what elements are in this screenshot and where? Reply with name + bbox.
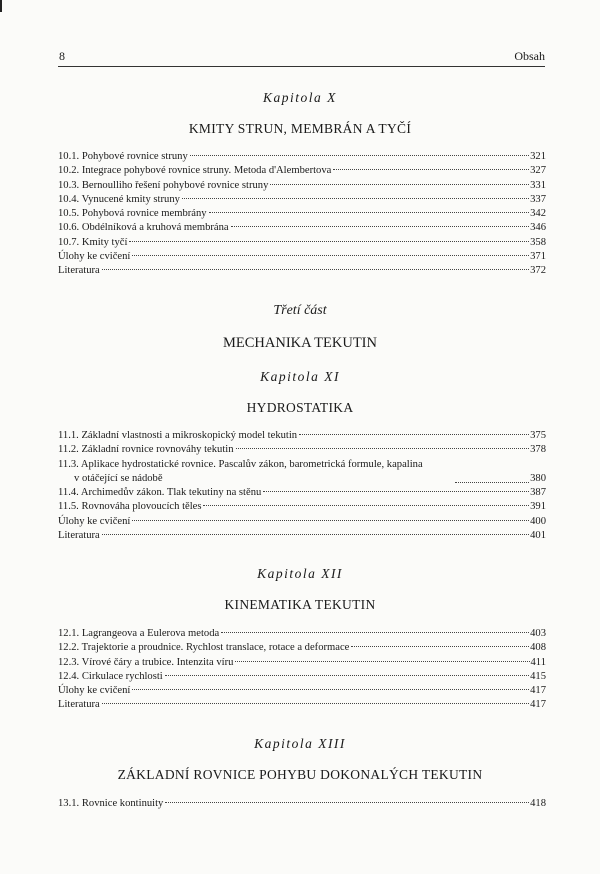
dot-leader [165,802,529,803]
part-3-title: MECHANIKA TEKUTIN [223,335,377,351]
toc-entry-page: 380 [530,472,546,484]
chapter-13-label: Kapitola XIII [254,736,346,751]
toc-entry-page: 327 [530,165,546,177]
toc-entry-page: 417 [530,685,546,697]
toc-entry-page: 346 [530,222,546,234]
running-header-title: Obsah [514,49,545,63]
toc-entry [58,684,546,698]
chapter-11-label: Kapitola XI [260,369,340,384]
toc-entry [58,641,546,655]
toc-entry [58,797,546,811]
page-number: 8 [59,49,65,63]
chapter-10-toc [58,150,546,279]
toc-entry-text: 13.1. Rovnice kontinuity [58,798,164,809]
toc-entry-text: 12.1. Lagrangeova a Eulerova metoda [58,628,220,639]
toc-entry-line-1: 11.3. Aplikace hydrostatické rovnice. Pascalův zákon, barometrická formule, kapalina [58,458,423,470]
toc-entry-text: Literatura [58,699,100,711]
toc-entry-text: Literatura [58,265,100,277]
chapter-10-title: KMITY STRUN, MEMBRÁN A TYČÍ [188,121,412,136]
toc-entry [58,250,546,264]
toc-entry-text: Úlohy ke cvičení [58,685,131,697]
toc-entry-text: 10.5. Pohybová rovnice membrány [58,208,207,220]
toc-entry-text: Úlohy ke cvičení [58,515,131,527]
toc-entry-text: 11.5. Rovnováha plovoucích těles [58,501,202,513]
dot-leader [351,646,529,647]
toc-entry-page: 331 [530,179,546,191]
dot-leader [209,212,530,213]
chapter-10-label: Kapitola X [263,90,337,105]
dot-leader [165,675,529,676]
toc-entry-page: 372 [530,265,546,277]
toc-entry [58,486,546,500]
dot-leader [333,169,529,170]
toc-entry-page: 378 [530,444,546,456]
toc-entry [58,429,546,443]
toc-entry-page: 408 [530,642,546,654]
dot-leader [299,434,529,435]
toc-entry [58,515,546,529]
chapter-12-toc [58,627,546,713]
dot-leader [102,269,529,270]
toc-entry-text: 10.7. Kmity tyčí [58,236,128,248]
toc-entry-page: 403 [530,628,546,639]
dot-leader [221,632,529,633]
dot-leader [129,241,529,242]
toc-entry-page: 401 [530,530,546,542]
toc-entry [58,150,546,164]
toc-entry [58,500,546,514]
toc-entry-text: 10.2. Integrace pohybové rovnice struny. Metoda d'Alembertova [58,165,332,177]
toc-entry [58,221,546,235]
toc-entry-page: 391 [530,501,546,513]
toc-entry [58,207,546,221]
toc-entry-line-2: v otáčející se nádobě [74,472,163,484]
dot-leader [235,661,529,662]
toc-entry-text: 12.4. Cirkulace rychlosti [58,670,163,682]
toc-entry [58,179,546,193]
toc-entry-page: 417 [530,699,546,711]
toc-entry [58,193,546,207]
dot-leader [270,184,529,185]
dot-leader [102,534,529,535]
toc-entry-page: 400 [530,515,546,527]
dot-leader [203,505,529,506]
toc-entry-text: Literatura [58,530,100,542]
toc-entry-text: 12.2. Trajektorie a proudnice. Rychlost translace, rotace a deformace [58,642,350,654]
chapter-12-label: Kapitola XII [257,566,343,581]
toc-entry [58,264,546,278]
toc-entry [58,529,546,543]
chapter-11-toc [58,429,546,543]
toc-entry [58,236,546,250]
part-3-label: Třetí část [273,303,327,318]
toc-entry-page: 342 [530,208,546,220]
dot-leader [190,155,529,156]
chapter-13-title: ZÁKLADNÍ ROVNICE POHYBU DOKONALÝCH TEKUTIN [117,767,483,782]
toc-entry-text [58,458,453,487]
dot-leader [263,491,529,492]
toc-entry [58,443,546,457]
toc-entry-page: 358 [530,236,546,248]
chapter-11-title: HYDROSTATIKA [246,400,354,415]
scan-mark [0,0,2,12]
toc-entry-text: 11.1. Základní vlastnosti a mikroskopický model tekutin [58,430,298,441]
dot-leader [182,198,529,199]
toc-entry [58,458,546,487]
toc-entry-page: 415 [530,670,546,682]
toc-entry-text: 10.3. Bernoulliho řešení pohybové rovnice struny [58,179,269,191]
toc-entry [58,670,546,684]
dot-leader [132,255,529,256]
toc-entry-text: 12.3. Vírové čáry a trubice. Intenzita víru [58,656,234,668]
dot-leader [102,703,529,704]
toc-entry-text: 11.4. Archimedův zákon. Tlak tekutiny na stěnu [58,487,262,499]
toc-entry [58,627,546,641]
dot-leader [455,482,529,483]
toc-entry [58,656,546,670]
toc-entry [58,698,546,712]
toc-entry-text: 10.4. Vynucené kmity struny [58,193,180,205]
dot-leader [236,448,530,449]
dot-leader [132,689,529,690]
toc-entry-page: 375 [530,430,546,441]
toc-entry-text: 10.6. Obdélníková a kruhová membrána [58,222,229,234]
toc-entry-text: 11.2. Základní rovnice rovnováhy tekutin [58,444,234,456]
header-rule [58,66,545,67]
toc-entry-page: 371 [530,251,546,263]
dot-leader [132,520,529,521]
toc-entry-page: 387 [530,487,546,499]
dot-leader [231,226,529,227]
toc-entry-page: 418 [530,798,546,809]
toc-entry-page: 411 [530,656,546,668]
toc-entry-page: 321 [530,151,546,162]
chapter-12-title: KINEMATIKA TEKUTIN [224,597,376,612]
toc-entry [58,164,546,178]
toc-entry-text: Úlohy ke cvičení [58,251,131,263]
chapter-13-toc [58,797,546,811]
toc-entry-page: 337 [530,193,546,205]
toc-entry-text: 10.1. Pohybové rovnice struny [58,151,188,162]
